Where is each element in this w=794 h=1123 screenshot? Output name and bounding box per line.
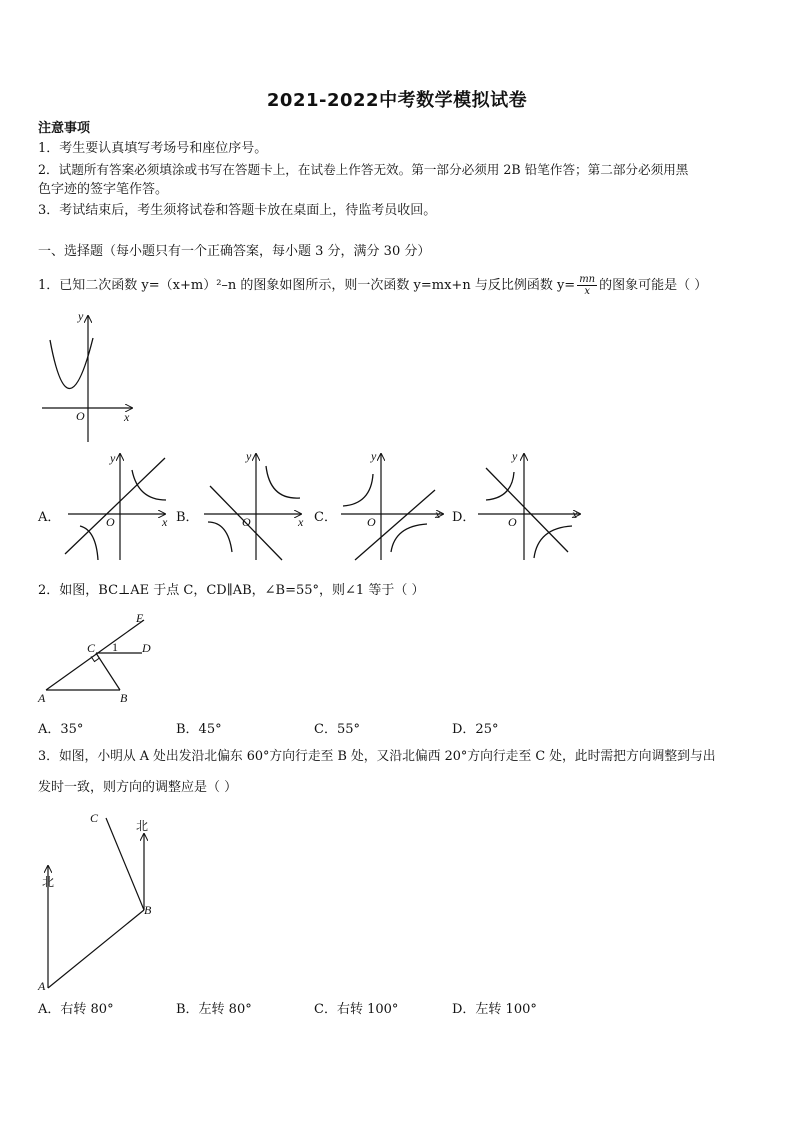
q1-parabola-figure xyxy=(38,308,148,448)
svg-text:O: O xyxy=(106,515,115,529)
q1-text-after: 的图象可能是（ ） xyxy=(599,278,708,293)
notice-item-3: 3．考试结束后，考生须将试卷和答题卡放在桌面上，待监考员收回。 xyxy=(38,203,437,218)
y-label: y xyxy=(78,309,84,323)
label-a: A xyxy=(38,691,46,705)
svg-text:O: O xyxy=(242,515,251,529)
svg-text:y: y xyxy=(246,449,252,463)
q3-option-d[interactable]: D．左转 100° xyxy=(452,1002,537,1017)
label-c: C xyxy=(87,641,96,655)
label-d: D xyxy=(142,641,151,655)
q1-option-a[interactable]: A． xyxy=(38,510,61,525)
hyperbola-branch-2 xyxy=(208,522,232,552)
hyperbola-branch-1 xyxy=(343,474,373,506)
label-1: 1 xyxy=(112,640,118,654)
hyperbola-branch-2 xyxy=(80,526,98,560)
q1-option-c[interactable]: C． xyxy=(314,510,337,525)
q1-option-d[interactable]: D． xyxy=(452,510,476,525)
hyperbola-branch-2 xyxy=(534,526,572,558)
line-graph xyxy=(65,458,165,554)
svg-text:x: x xyxy=(572,507,578,521)
q1-option-b[interactable]: B． xyxy=(176,510,199,525)
q2-option-d[interactable]: D．25° xyxy=(452,722,499,737)
q3-option-a[interactable]: A．右转 80° xyxy=(38,1002,114,1017)
label-north-a: 北 xyxy=(42,875,55,889)
q1-graph-d[interactable] xyxy=(472,448,587,563)
label-north-b: 北 xyxy=(136,819,149,833)
hyperbola-branch-1 xyxy=(132,470,166,500)
q1-fraction xyxy=(577,274,597,297)
hyperbola-branch-1 xyxy=(266,466,300,498)
q1-graph-b[interactable] xyxy=(198,448,313,563)
q1-frac-num: mn xyxy=(579,274,596,285)
notice-item-1: 1．考生要认真填写考场号和座位序号。 xyxy=(38,141,268,156)
parabola-curve xyxy=(50,338,93,389)
label-e: E xyxy=(136,611,144,625)
q3-stem-line2: 发时一致，则方向的调整应是（ ） xyxy=(38,780,238,795)
label-a: A xyxy=(38,979,46,993)
svg-text:O: O xyxy=(367,515,376,529)
line-ae xyxy=(46,620,144,690)
label-b: B xyxy=(144,903,152,917)
svg-text:y: y xyxy=(110,451,116,465)
q3-option-b[interactable]: B．左转 80° xyxy=(176,1002,252,1017)
page-title: 2021-2022中考数学模拟试卷 xyxy=(266,90,528,111)
label-b: B xyxy=(120,691,128,705)
q1-graph-a[interactable] xyxy=(60,448,175,563)
hyperbola-branch-2 xyxy=(391,524,427,552)
q3-option-c[interactable]: C．右转 100° xyxy=(314,1002,399,1017)
q2-figure xyxy=(36,606,166,706)
q1-graph-c[interactable] xyxy=(335,448,450,563)
label-c: C xyxy=(90,811,99,825)
q2-option-b[interactable]: B．45° xyxy=(176,722,222,737)
q2-option-c[interactable]: C．55° xyxy=(314,722,360,737)
q1-frac-den: x xyxy=(584,286,590,297)
section-heading: 一、选择题（每小题只有一个正确答案，每小题 3 分，满分 30 分） xyxy=(38,244,431,259)
origin-label: O xyxy=(76,409,85,423)
notice-item-2-cont: 色字迹的签字笔作答。 xyxy=(38,182,169,197)
svg-text:y: y xyxy=(512,449,518,463)
q3-stem-line1: 3．如图，小明从 A 处出发沿北偏东 60°方向行走至 B 处，又沿北偏西 20°方向行走至 C 处，此时需把方向调整到与出 xyxy=(38,749,716,764)
q2-stem: 2．如图，BC⊥AE 于点 C，CD∥AB，∠B=55°，则∠1 等于（ ） xyxy=(38,583,425,598)
q1-text-before: 1．已知二次函数 y=（x+m）²–n 的图象如图所示，则一次函数 y=mx+n 与反比例函数 y= xyxy=(38,278,576,293)
hyperbola-branch-1 xyxy=(486,472,514,500)
q1-stem xyxy=(38,274,707,297)
svg-text:x: x xyxy=(162,515,168,529)
svg-text:y: y xyxy=(371,449,377,463)
notice-item-2: 2．试题所有答案必须填涂或书写在答题卡上，在试卷上作答无效。第一部分必须用 2B 铅笔作答；第二部分必须用黑 xyxy=(38,162,689,177)
q3-figure xyxy=(34,806,174,996)
svg-text:x: x xyxy=(298,515,304,529)
svg-text:O: O xyxy=(508,515,517,529)
line-bc xyxy=(96,653,120,690)
path-ab xyxy=(48,910,144,988)
q2-option-a[interactable]: A．35° xyxy=(38,722,84,737)
svg-text:x: x xyxy=(435,507,441,521)
x-label: x xyxy=(124,410,130,424)
line-graph xyxy=(486,468,568,552)
notice-heading: 注意事项 xyxy=(38,121,91,136)
